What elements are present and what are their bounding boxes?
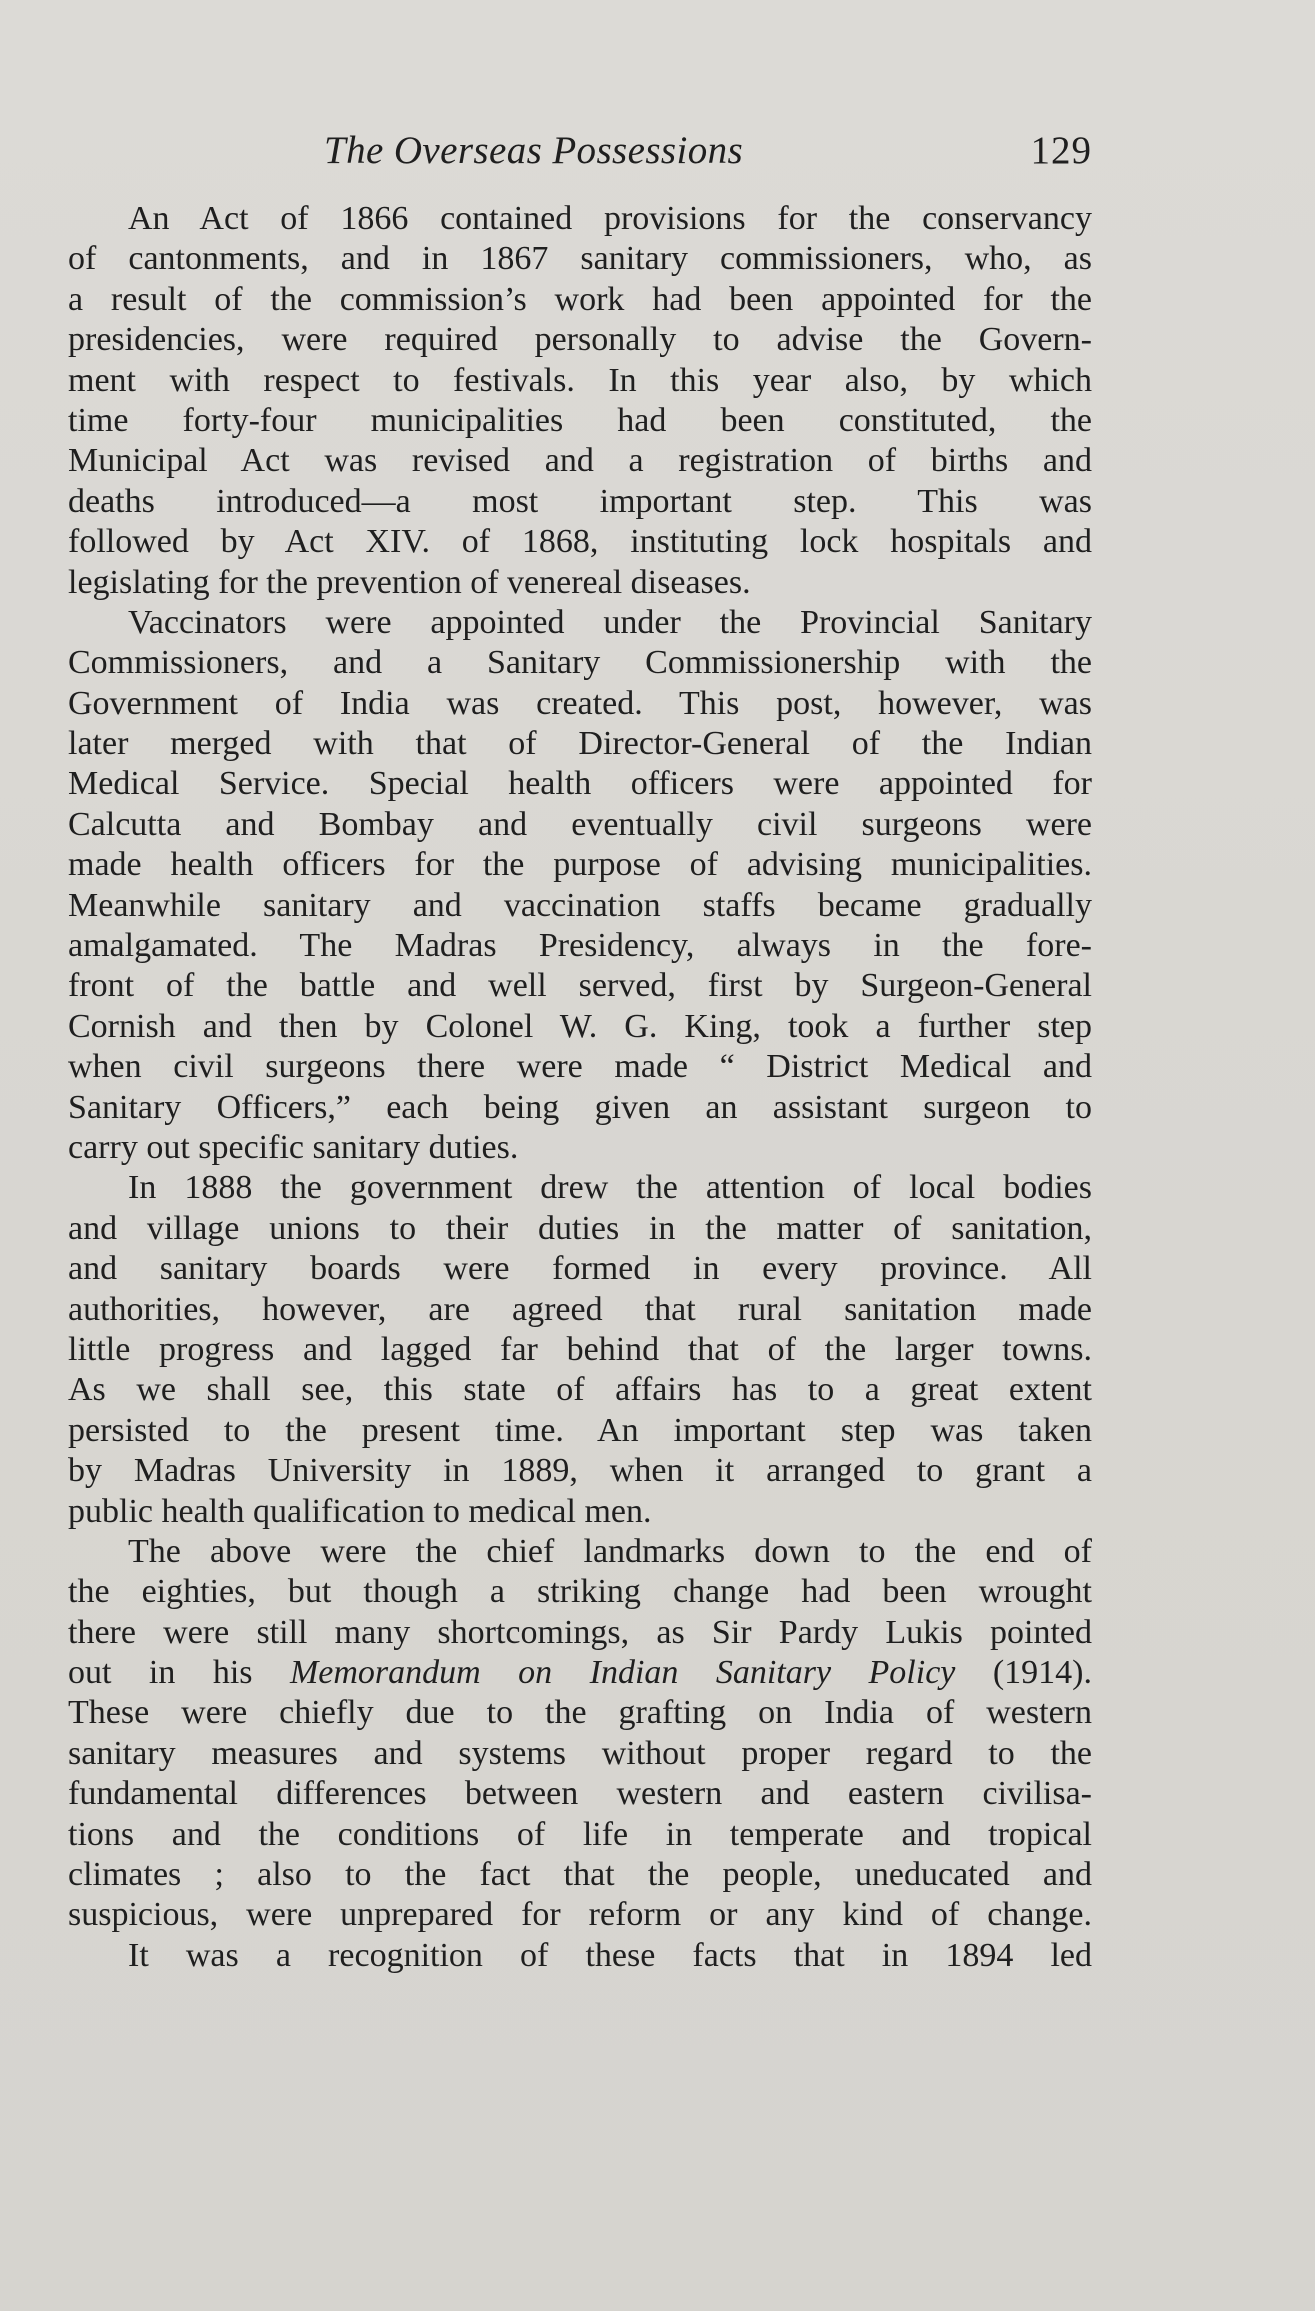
text-line: Calcutta and Bombay and eventually civil surgeons were [68, 805, 1092, 843]
text-line: there were still many shortcomings, as Sir Pardy Lukis pointed [68, 1613, 1092, 1651]
text-line: An Act of 1866 contained provisions for the conservancy [128, 200, 1092, 237]
text-line: Meanwhile sanitary and vaccination staffs became gradually [68, 886, 1092, 924]
text-line: followed by Act XIV. of 1868, instituting lock hospitals and [68, 523, 1092, 561]
text-line: of cantonments, and in 1867 sanitary commissioners, who, as [68, 240, 1092, 278]
text-segment: (1914). [955, 1654, 1092, 1692]
text-line: amalgamated. The Madras Presidency, always in the fore- [68, 927, 1092, 965]
text-line: made health officers for the purpose of advising municipalities. [68, 846, 1092, 884]
text-line [68, 1653, 1092, 1693]
text-line: Municipal Act was revised and a registration of births and [68, 442, 1092, 480]
text-line: Commissioners, and a Sanitary Commissionership with the [68, 644, 1092, 682]
text-line: deaths introduced—a most important step. This was [68, 482, 1092, 520]
text-line: These were chiefly due to the grafting on India of western [68, 1694, 1092, 1732]
text-line: and village unions to their duties in the matter of sanitation, [68, 1209, 1092, 1247]
text-line: sanitary measures and systems without proper regard to the [68, 1734, 1092, 1772]
text-line: later merged with that of Director-General of the Indian [68, 725, 1092, 763]
text-line: and sanitary boards were formed in every province. All [68, 1250, 1092, 1288]
text-line: persisted to the present time. An important step was taken [68, 1411, 1092, 1449]
running-title: The Overseas Possessions [324, 129, 744, 172]
text-line: suspicious, were unprepared for reform or any kind of change. [68, 1896, 1092, 1934]
text-line: It was a recognition of these facts that in 1894 led [128, 1936, 1092, 1974]
running-header [68, 128, 1092, 178]
text-line: Sanitary Officers,” each being given an assistant surgeon to [68, 1088, 1092, 1126]
text-line: public health qualification to medical men. [68, 1492, 652, 1530]
text-line: The above were the chief landmarks down to the end of [128, 1532, 1092, 1570]
text-line: Medical Service. Special health officers were appointed for [68, 765, 1092, 803]
text-line: ment with respect to festivals. In this year also, by which [68, 361, 1092, 399]
text-line: Cornish and then by Colonel W. G. King, took a further step [68, 1007, 1092, 1045]
text-line: fundamental differences between western and eastern civilisa- [68, 1775, 1092, 1813]
text-segment: out in his [68, 1654, 290, 1692]
text-line: Vaccinators were appointed under the Provincial Sanitary [128, 603, 1092, 641]
text-line: a result of the commission’s work had been appointed for the [68, 280, 1092, 318]
page-number: 129 [1030, 129, 1092, 172]
text-line: climates ; also to the fact that the people, uneducated and [68, 1856, 1092, 1894]
text-line: by Madras University in 1889, when it arranged to grant a [68, 1452, 1092, 1490]
body-text [68, 199, 1092, 1976]
text-line: front of the battle and well served, first by Surgeon-General [68, 967, 1092, 1005]
text-line: Government of India was created. This post, however, was [68, 684, 1092, 722]
text-line: In 1888 the government drew the attention of local bodies [128, 1169, 1092, 1207]
text-line: As we shall see, this state of affairs has to a great extent [68, 1371, 1092, 1409]
book-title: Memorandum on Indian Sanitary Policy [289, 1654, 956, 1692]
text-line: tions and the conditions of life in temperate and tropical [68, 1815, 1092, 1853]
text-line: the eighties, but though a striking change had been wrought [68, 1573, 1092, 1611]
text-line: little progress and lagged far behind that of the larger towns. [68, 1330, 1092, 1368]
text-line: when civil surgeons there were made “ District Medical and [68, 1048, 1092, 1086]
text-line: legislating for the prevention of venereal diseases. [68, 563, 751, 601]
text-line: presidencies, were required personally to advise the Govern- [68, 321, 1092, 359]
text-line: authorities, however, are agreed that rural sanitation made [68, 1290, 1092, 1328]
text-line: time forty-four municipalities had been constituted, the [68, 401, 1092, 439]
text-line: carry out specific sanitary duties. [68, 1128, 519, 1166]
